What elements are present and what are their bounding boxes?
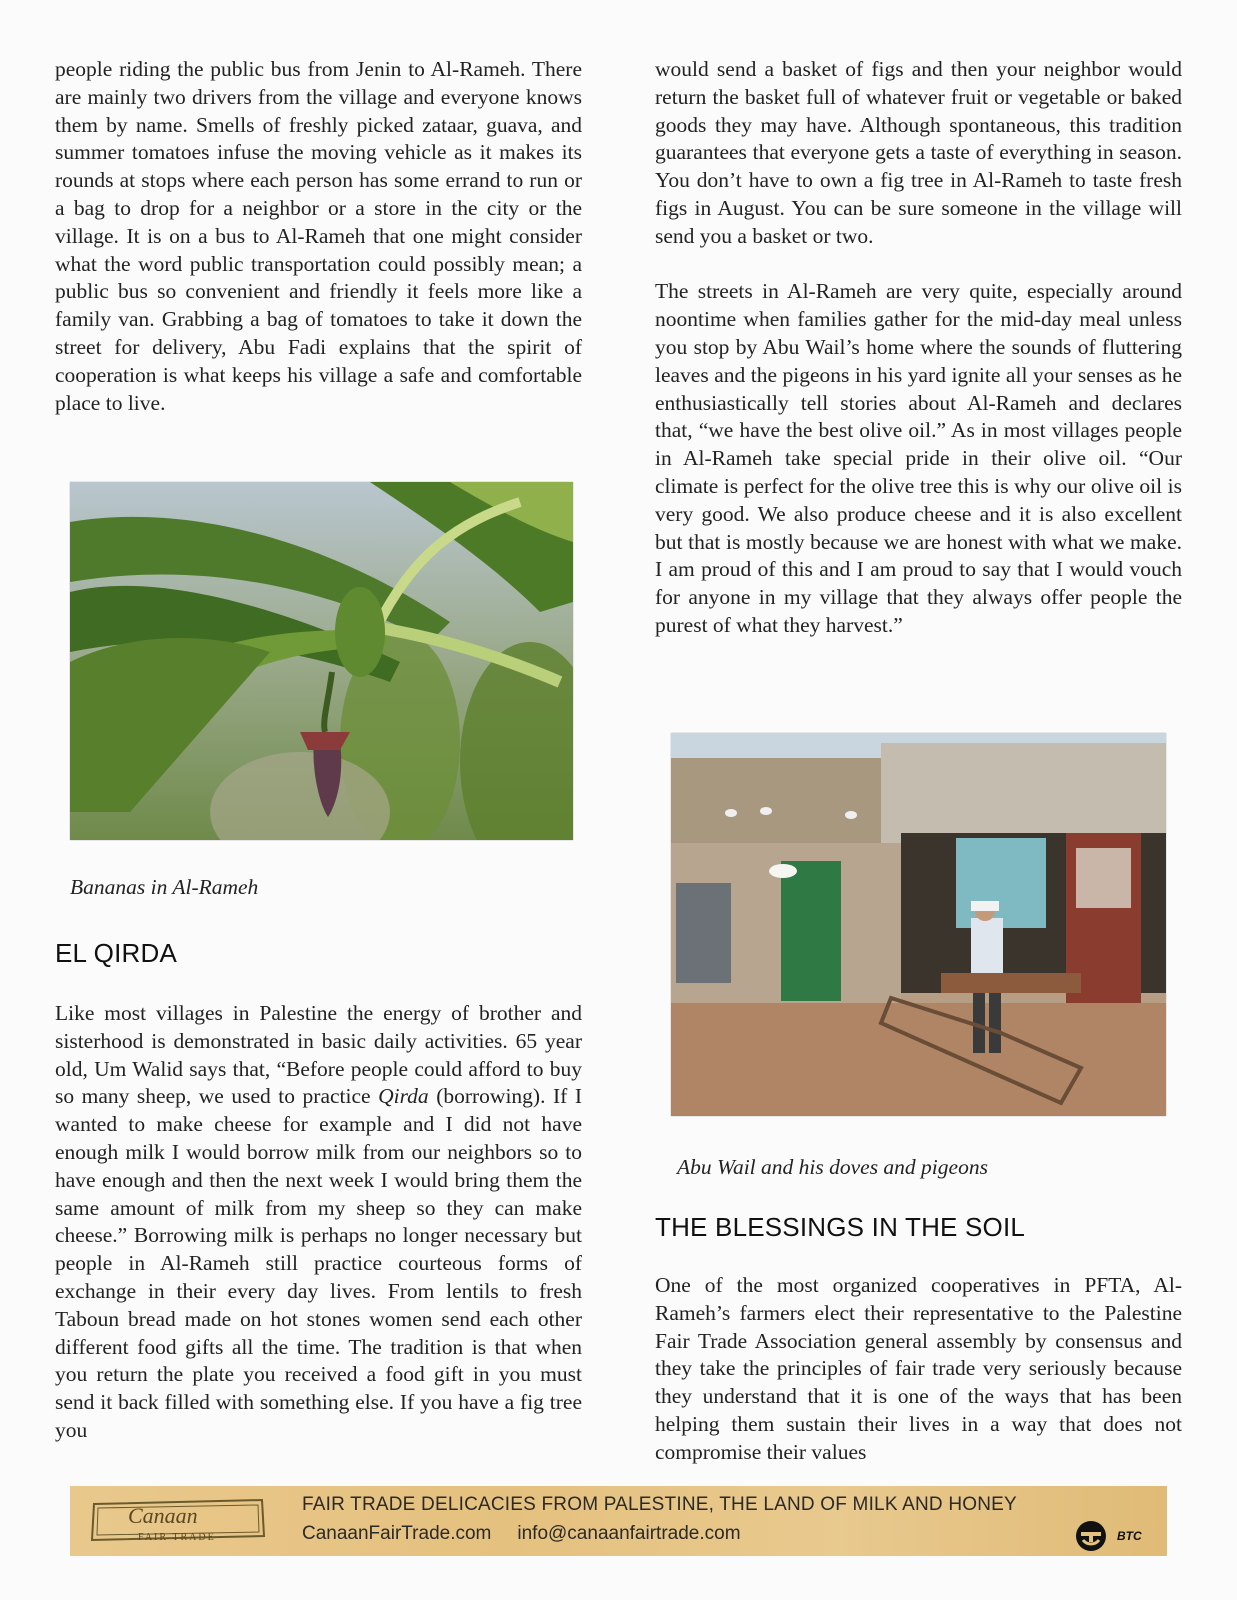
logo-word: Canaan xyxy=(128,1503,198,1528)
website-link[interactable]: CanaanFairTrade.com xyxy=(302,1523,492,1544)
email-link[interactable]: info@canaanfairtrade.com xyxy=(517,1523,741,1544)
footer-banner xyxy=(70,1486,1167,1556)
abu-wail-photo xyxy=(671,733,1166,1116)
bananas-caption: Bananas in Al-Rameh xyxy=(70,875,259,899)
blessings-heading: THE BLESSINGS IN THE SOIL xyxy=(655,1212,1026,1242)
el-qirda-heading: EL QIRDA xyxy=(55,938,178,968)
qirda-term: Qirda xyxy=(378,1084,429,1109)
footer-contact xyxy=(302,1523,741,1545)
btc-label: BTC xyxy=(1117,1529,1142,1543)
intro-paragraph: people riding the public bus from Jenin to Al-Rameh. There are mainly two drivers from the village and everyone knows them by name. Smells of freshly picked zataar, guava, and summer tomatoes infuse the moving vehicle as it makes its rounds at stops where each person has some errand to run or a bag to drop for a neighbor or a store in the city or the village. It is on a bus to Al-Rameh that one might consider what the word public transportation could possibly mean; a public bus so convenient and friendly it feels more like a family van. Grabbing a bag of tomatoes to take it down the street for delivery, Abu Fadi explains that the spirit of cooperation is what keeps his village a safe and comfortable place to live. xyxy=(55,57,582,415)
qirda-paragraph xyxy=(55,1000,582,1445)
footer-tagline: FAIR TRADE DELICACIES FROM PALESTINE, THE LAND OF MILK AND HONEY xyxy=(302,1494,1017,1515)
courtyard-image xyxy=(671,733,1166,1116)
qirda-before: Like most villages in Palestine the energy of brother and sisterhood is demonstrated in basic daily activities. 65 year old, Um Walid says that, “Before people could afford to buy so many sheep, we used to practice xyxy=(55,1001,582,1109)
qirda-after: (borrowing). If I wanted to make cheese for example and I did not have enough milk I would borrow milk from our neighbors so to have enough and then the next week I would bring them the same amount of milk from my sheep so they can make cheese.” Borrowing milk is perhaps no longer necessary but people in Al-Rameh still practice courteous forms of exchange in their every day lives. From lentils to fresh Taboun bread made on hot stones women send each other different food gifts all the time. The tradition is that when you return the plate you received a food gift in you must send it back filled with something else. If you have a fig tree you xyxy=(55,1084,582,1442)
left-column xyxy=(55,56,582,417)
fig-paragraph: would send a basket of figs and then your neighbor would return the basket full of whatever fruit or vegetable or baked goods they may have. Although spontaneous, this tradition guarantees that everyone gets a taste of everything in season. You don’t have to own a fig tree in Al-Rameh to taste fresh figs in August. You can be sure someone in the village will send you a basket or two. xyxy=(655,57,1182,248)
btc-badge xyxy=(1071,1520,1151,1552)
blessings-paragraph: One of the most organized cooperatives in PFTA, Al-Rameh’s farmers elect their representative to the Palestine Fair Trade Association general assembly by consensus and they take the principles of fair trade very seriously because they understand that it is one of the ways that has been helping them sustain their lives in a way that does not compromise their values xyxy=(655,1273,1182,1464)
banana-tree-image xyxy=(70,482,573,840)
blessings-column xyxy=(655,1272,1182,1467)
logo-sub: FAIR TRADE xyxy=(138,1532,216,1543)
qirda-column xyxy=(55,1000,582,1445)
streets-paragraph: The streets in Al-Rameh are very quite, especially around noontime when families gather for the mid-day meal unless you stop by Abu Wail’s home where the sounds of fluttering leaves and the pigeons in his yard ignite all your senses as he enthusiastically tell stories about Al-Rameh and declares that, “we have the best olive oil.” As in most villages people in Al-Rameh take special pride in their olive oil. “Our climate is perfect for the olive tree this is why our olive oil is very good. We also produce cheese and it is also excellent but that is mostly because we are honest with what we make. I am proud of this and I am proud to say that I would vouch for anyone in my village that they always offer people the purest of what they harvest.” xyxy=(655,279,1182,637)
canaan-logo[interactable] xyxy=(88,1496,268,1546)
bananas-photo xyxy=(70,482,573,840)
abu-wail-caption: Abu Wail and his doves and pigeons xyxy=(677,1155,988,1179)
right-column xyxy=(655,56,1182,640)
canaan-logo-icon xyxy=(88,1496,268,1546)
btc-logo-icon xyxy=(1071,1520,1111,1552)
